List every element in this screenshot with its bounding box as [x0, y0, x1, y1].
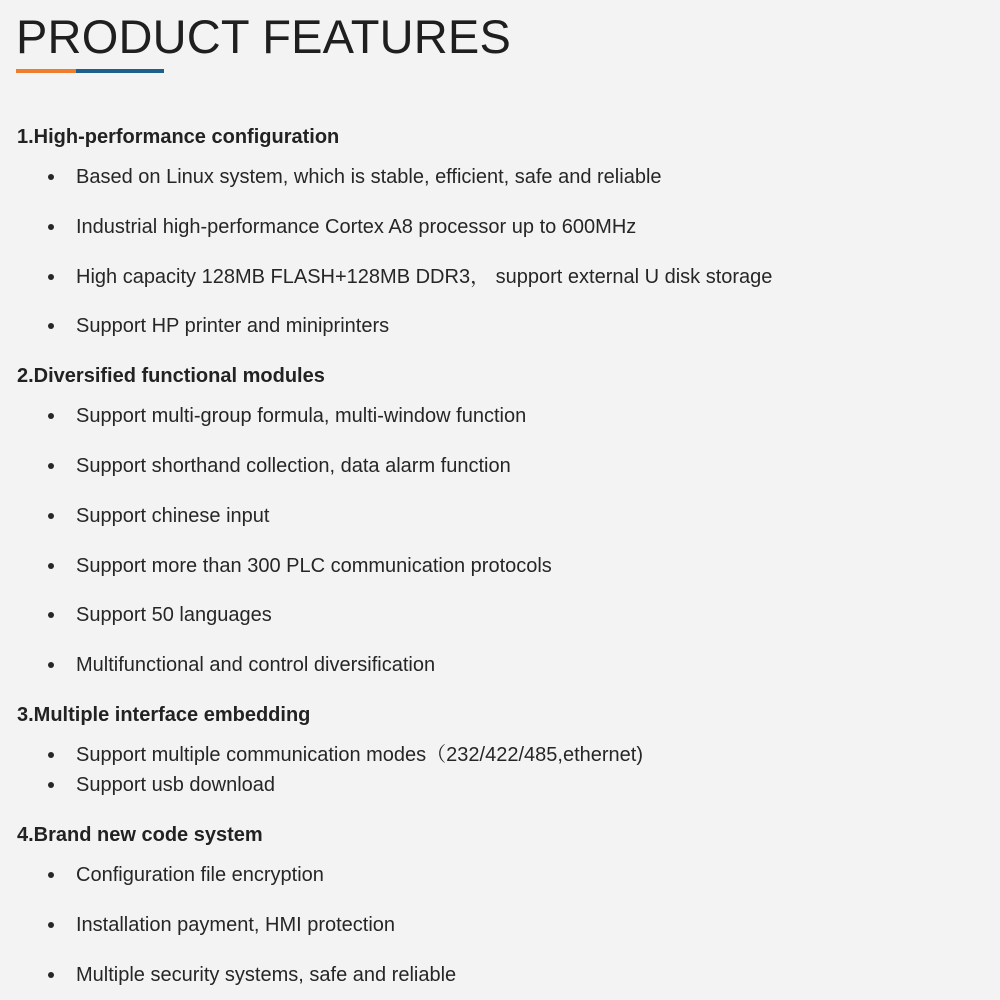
bullet-icon: [48, 513, 54, 519]
section-heading: 3.Multiple interface embedding: [17, 704, 311, 726]
feature-list-item: [48, 454, 511, 478]
feature-list-item: [48, 314, 389, 338]
feature-text: Support more than 300 PLC communication protocols: [76, 555, 552, 577]
bullet-icon: [48, 612, 54, 618]
feature-text: Support usb download: [76, 774, 276, 796]
bullet-icon: [48, 463, 54, 469]
feature-list-item: [48, 743, 643, 767]
feature-list-item: [48, 215, 636, 239]
feature-text: High capacity 128MB FLASH+128MB DDR3， support external U disk storage: [76, 266, 773, 288]
feature-list-item: [48, 504, 269, 528]
feature-list-item: [48, 554, 552, 578]
title-underline: [16, 69, 164, 73]
feature-list-item: [48, 265, 772, 289]
bullet-icon: [48, 782, 54, 788]
feature-text: Support chinese input: [76, 505, 270, 527]
feature-text: Support HP printer and miniprinters: [76, 315, 390, 337]
feature-text: Support multiple communication modes（232/422/485,ethernet): [76, 744, 643, 766]
bullet-icon: [48, 752, 54, 758]
bullet-icon: [48, 274, 54, 280]
bullet-icon: [48, 972, 54, 978]
feature-list-item: [48, 603, 272, 627]
feature-list-item: [48, 963, 456, 987]
feature-list-item: [48, 863, 324, 887]
bullet-icon: [48, 323, 54, 329]
title-underline-accent: [16, 69, 76, 73]
feature-text: Multiple security systems, safe and reliable: [76, 964, 457, 986]
feature-text: Configuration file encryption: [76, 864, 324, 886]
bullet-icon: [48, 872, 54, 878]
bullet-icon: [48, 662, 54, 668]
bullet-icon: [48, 174, 54, 180]
title-underline-primary: [76, 69, 164, 73]
bullet-icon: [48, 922, 54, 928]
page-title: PRODUCT FEATURES: [16, 10, 512, 63]
feature-list-item: [48, 165, 662, 189]
feature-text: Support 50 languages: [76, 604, 272, 626]
section-heading: 1.High-performance configuration: [17, 126, 340, 148]
bullet-icon: [48, 224, 54, 230]
section-heading: 4.Brand new code system: [17, 824, 263, 846]
feature-list-item: [48, 773, 275, 797]
feature-text: Support shorthand collection, data alarm function: [76, 455, 511, 477]
section-heading: 2.Diversified functional modules: [17, 365, 325, 387]
feature-text: Industrial high-performance Cortex A8 processor up to 600MHz: [76, 216, 637, 238]
feature-list-item: [48, 913, 395, 937]
feature-list-item: [48, 653, 435, 677]
feature-text: Based on Linux system, which is stable, efficient, safe and reliable: [76, 166, 662, 188]
feature-list-item: [48, 404, 526, 428]
feature-text: Support multi-group formula, multi-window function: [76, 405, 527, 427]
bullet-icon: [48, 413, 54, 419]
feature-text: Installation payment, HMI protection: [76, 914, 396, 936]
feature-text: Multifunctional and control diversification: [76, 654, 436, 676]
bullet-icon: [48, 563, 54, 569]
